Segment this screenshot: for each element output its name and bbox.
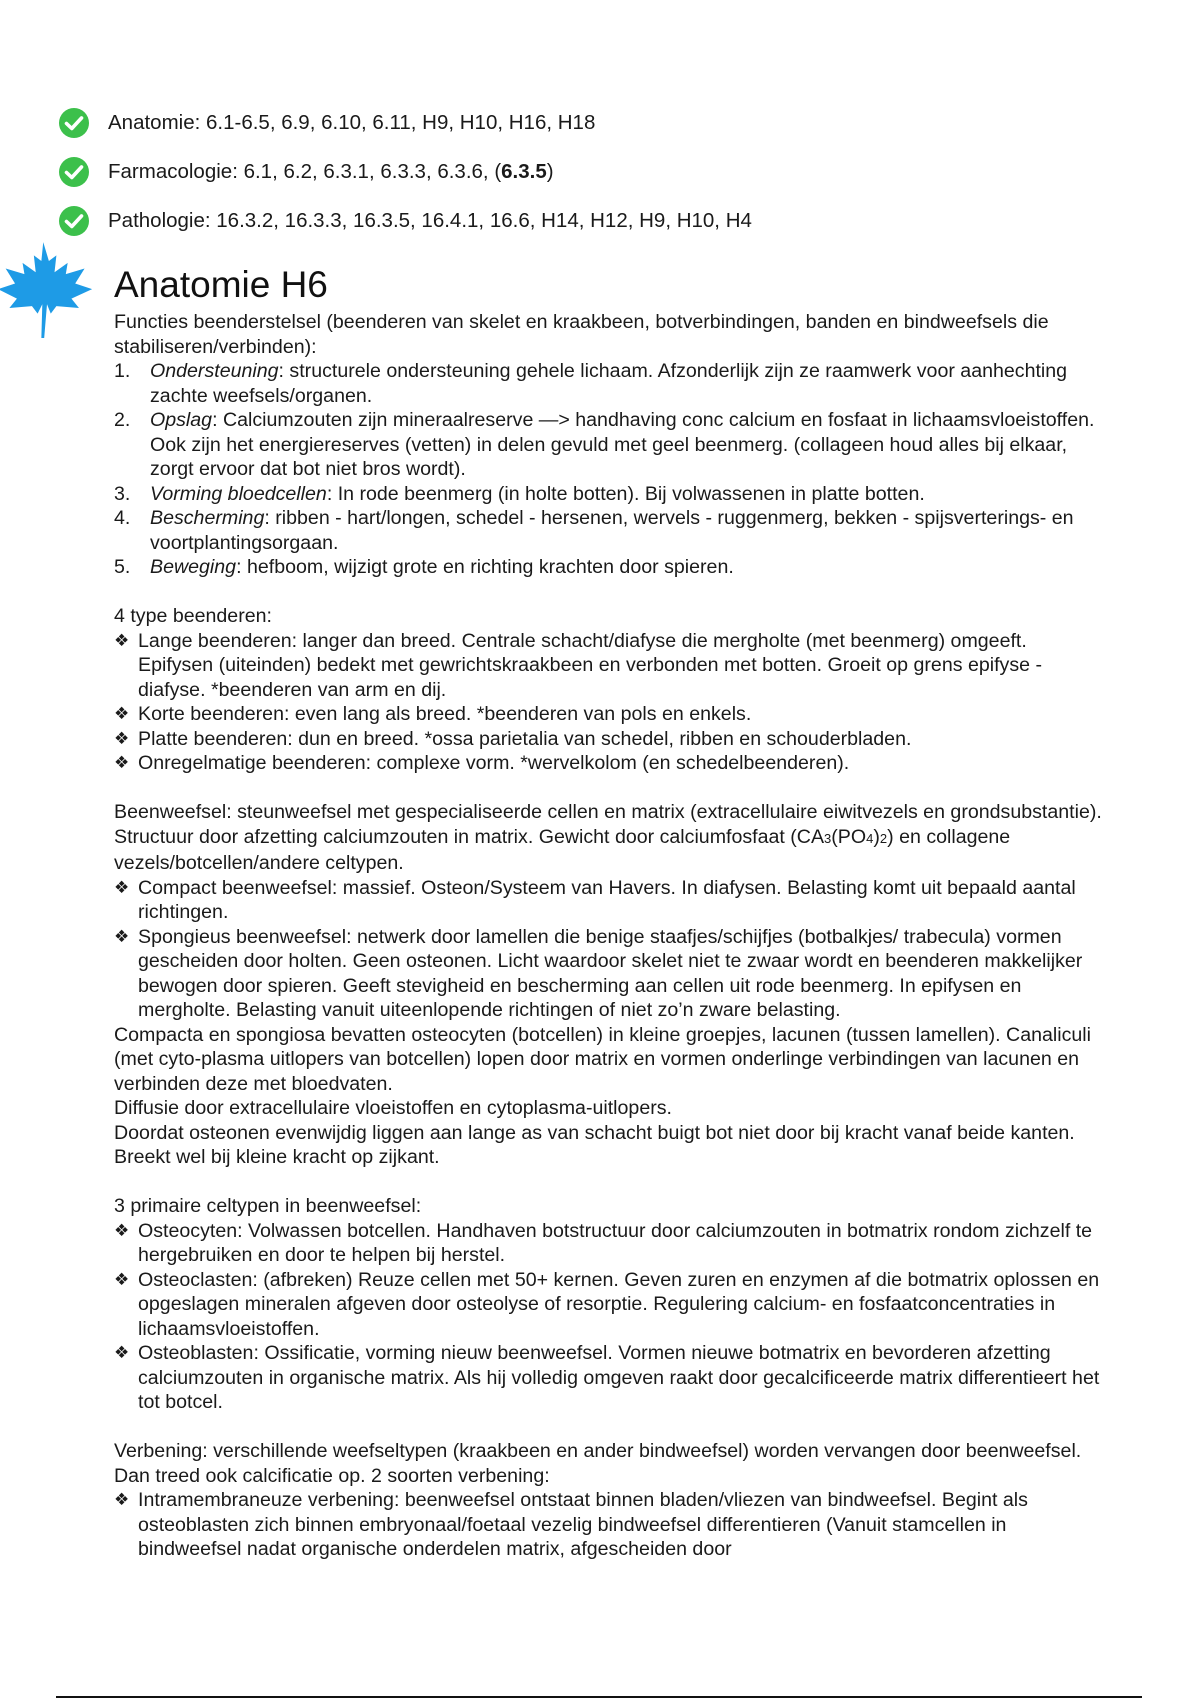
document-body: [114, 310, 1104, 1562]
checklist-item: [58, 157, 1058, 187]
list-item: [114, 751, 1104, 776]
paragraph: Compacta en spongiosa bevatten osteocyten (botcellen) in kleine groepjes, lacunen (tussen lamellen). Canaliculi (met cyto-plasma uitlopers van botcellen) lopen door matrix en vormen onderlinge verbindingen van lacunen en verbinden deze met bloedvaten.: [114, 1023, 1091, 1095]
diamond-bullet-icon: ❖: [114, 704, 130, 723]
list-item: [114, 629, 1104, 703]
list-item: [114, 702, 1104, 727]
diamond-bullet-icon: ❖: [114, 1343, 130, 1362]
list-text: Korte beenderen: even lang als breed. *beenderen van pols en enkels.: [138, 703, 752, 725]
list-item: [114, 555, 1104, 580]
function-term: Opslag: [150, 409, 213, 431]
list-text: Spongieus beenweefsel: netwerk door lamellen die benige staafjes/schijfjes (botbalkjes/ trabecula) vormen gescheiden door holten. Geen osteonen. Licht waardoor skelet niet te zwaar wordt en beenderen makkelijker bewogen door spieren. Geeft stevigheid en bescherming aan cellen uit rode beenmerg. In epifysen en mergholte. Belasting vanuit uiteenlopende richtingen of niet zo’n zware belasting.: [138, 925, 1083, 1021]
function-text: : ribben - hart/longen, schedel - hersenen, wervels - ruggenmerg, bekken - spijsverterings- en voortplantingsorgaan.: [150, 507, 1074, 554]
list-text: Lange beenderen: langer dan breed. Centrale schacht/diafyse die mergholte (met beenmerg) omgeeft. Epifysen (uiteinden) bedekt met gewrichtskraakbeen en verbonden met botten. Groeit op grens epifyse - diafyse. *beenderen van arm en dij.: [138, 629, 1043, 701]
checklist-text: Pathologie: 16.3.2, 16.3.3, 16.3.5, 16.4.1, 16.6, H14, H12, H9, H10, H4: [108, 209, 752, 232]
list-text: Intramembraneuze verbening: beenweefsel ontstaat binnen bladen/vliezen van bindweefsel. Begint als osteoblasten zich binnen embryonaal/foetaal vezelig bindweefsel differentieren (Vanuit stamcellen in bindweefsel nadat organische onderdelen matrix, afgescheiden door: [138, 1489, 1028, 1560]
maple-leaf-icon: [0, 238, 94, 346]
list-item: [114, 359, 1104, 408]
list-item: [114, 1268, 1104, 1342]
spacer: [114, 580, 1104, 605]
paragraph: Doordat osteonen evenwijdig liggen aan lange as van schacht buigt bot niet door bij kracht vanaf beide kanten. Breekt wel bij kleine kracht op zijkant.: [114, 1121, 1075, 1168]
list-item: [114, 506, 1104, 555]
function-text: : Calciumzouten zijn mineraalreserve —> handhaving conc calcium en fosfaat in lichaamsvloeistoffen. Ook zijn het energiereserves (vetten) in delen gevuld met geel beenmerg. (collageen houd alles bij elkaar, zorgt ervoor dat bot niet bros wordt).: [150, 409, 1095, 480]
list-text: Onregelmatige beenderen: complexe vorm. *wervelkolom (en schedelbeenderen).: [138, 752, 850, 774]
checklist: [58, 108, 1058, 255]
list-number: 2.: [114, 409, 131, 431]
verbening-intro: Verbening: verschillende weefseltypen (kraakbeen en ander bindweefsel) worden vervangen door beenweefsel. Dan treed ook calcificatie op. 2 soorten verbening:: [114, 1440, 1082, 1487]
list-text: Osteoblasten: Ossificatie, vorming nieuw beenweefsel. Vormen nieuwe botmatrix en bevorderen afzetting calciumzouten in organische matrix. Als hij volledig omgeven raakt door gecalcificeerde matrix differentieert het tot botcel.: [138, 1342, 1100, 1413]
diamond-bullet-icon: ❖: [114, 1490, 130, 1509]
beenweefsel-intro: Beenweefsel: steunweefsel met gespecialiseerde cellen en matrix (extracellulaire eiwitvezels en grondsubstantie). Structuur door afzetting calciumzouten in matrix. Gewicht door calciumfosfaat (CA3(PO4)2) en collagene vezels/botcellen/andere celtypen.: [114, 801, 1102, 874]
spacer: [114, 1170, 1104, 1195]
list-item: [114, 1488, 1104, 1562]
function-text: : In rode beenmerg (in holte botten). Bij volwassenen in platte botten.: [326, 482, 925, 505]
page-title: Anatomie H6: [114, 264, 328, 305]
checklist-item: [58, 108, 1058, 138]
list-item: [114, 482, 1104, 507]
bone-types-list: [114, 629, 1104, 776]
function-text: : structurele ondersteuning gehele lichaam. Afzonderlijk zijn ze raamwerk voor aanhechting zachte weefsels/organen.: [150, 360, 1068, 407]
footer-divider: [56, 1696, 1142, 1698]
list-item: [114, 1341, 1104, 1415]
checklist-item: [58, 206, 1058, 236]
intro-paragraph: Functies beenderstelsel (beenderen van skelet en kraakbeen, botverbindingen, banden en bindweefsels die stabiliseren/verbinden):: [114, 311, 1049, 358]
list-number: 1.: [114, 360, 131, 382]
list-text: Osteoclasten: (afbreken) Reuze cellen met 50+ kernen. Geven zuren en enzymen af die botmatrix oplossen en opgeslagen mineralen afgeven door osteolyse of resorptie. Regulering calcium- en fosfaatconcentraties in lichaamsvloeistoffen.: [138, 1268, 1100, 1340]
spacer: [114, 776, 1104, 801]
list-item: [114, 727, 1104, 752]
list-number: 5.: [114, 556, 131, 578]
list-item: [114, 1219, 1104, 1268]
spacer: [114, 1415, 1104, 1440]
diamond-bullet-icon: ❖: [114, 926, 130, 946]
list-text: Osteocyten: Volwassen botcellen. Handhaven botstructuur door calciumzouten in botmatrix rondom zichzelf te hergebruiken en door te helpen bij herstel.: [138, 1219, 1093, 1266]
checkmark-circle-icon: [58, 205, 90, 237]
cell-types-title: 3 primaire celtypen in beenweefsel:: [114, 1195, 422, 1217]
list-number: 3.: [114, 482, 131, 505]
list-item: [114, 876, 1104, 925]
bone-types-title: 4 type beenderen:: [114, 605, 272, 627]
list-item: [114, 925, 1104, 1023]
function-term: Bescherming: [150, 507, 265, 529]
checklist-text: Anatomie: 6.1-6.5, 6.9, 6.10, 6.11, H9, H10, H16, H18: [108, 111, 596, 134]
diamond-bullet-icon: ❖: [114, 728, 130, 748]
list-text: Platte beenderen: dun en breed. *ossa parietalia van schedel, ribben en schouderbladen.: [138, 727, 912, 750]
function-term: Vorming bloedcellen: [150, 482, 327, 505]
function-text: : hefboom, wijzigt grote en richting krachten door spieren.: [236, 556, 734, 578]
checkmark-circle-icon: [58, 107, 90, 139]
list-item: [114, 408, 1104, 482]
list-number: 4.: [114, 507, 131, 529]
diamond-bullet-icon: ❖: [114, 1269, 130, 1289]
diamond-bullet-icon: ❖: [114, 1220, 130, 1240]
diamond-bullet-icon: ❖: [114, 630, 130, 650]
verbening-list: [114, 1488, 1104, 1562]
function-term: Beweging: [150, 556, 237, 578]
list-text: Compact beenweefsel: massief. Osteon/Systeem van Havers. In diafysen. Belasting komt uit bepaald aantal richtingen.: [138, 876, 1076, 923]
bone-tissue-list: [114, 876, 1104, 1023]
paragraph: Diffusie door extracellulaire vloeistoffen en cytoplasma-uitlopers.: [114, 1097, 672, 1119]
checkmark-circle-icon: [58, 156, 90, 188]
functions-list: [114, 359, 1104, 580]
cell-types-list: [114, 1219, 1104, 1415]
checklist-text: Farmacologie: 6.1, 6.2, 6.3.1, 6.3.3, 6.3.6, (6.3.5): [108, 160, 554, 183]
diamond-bullet-icon: ❖: [114, 877, 130, 897]
function-term: Ondersteuning: [150, 360, 279, 382]
diamond-bullet-icon: ❖: [114, 753, 130, 772]
